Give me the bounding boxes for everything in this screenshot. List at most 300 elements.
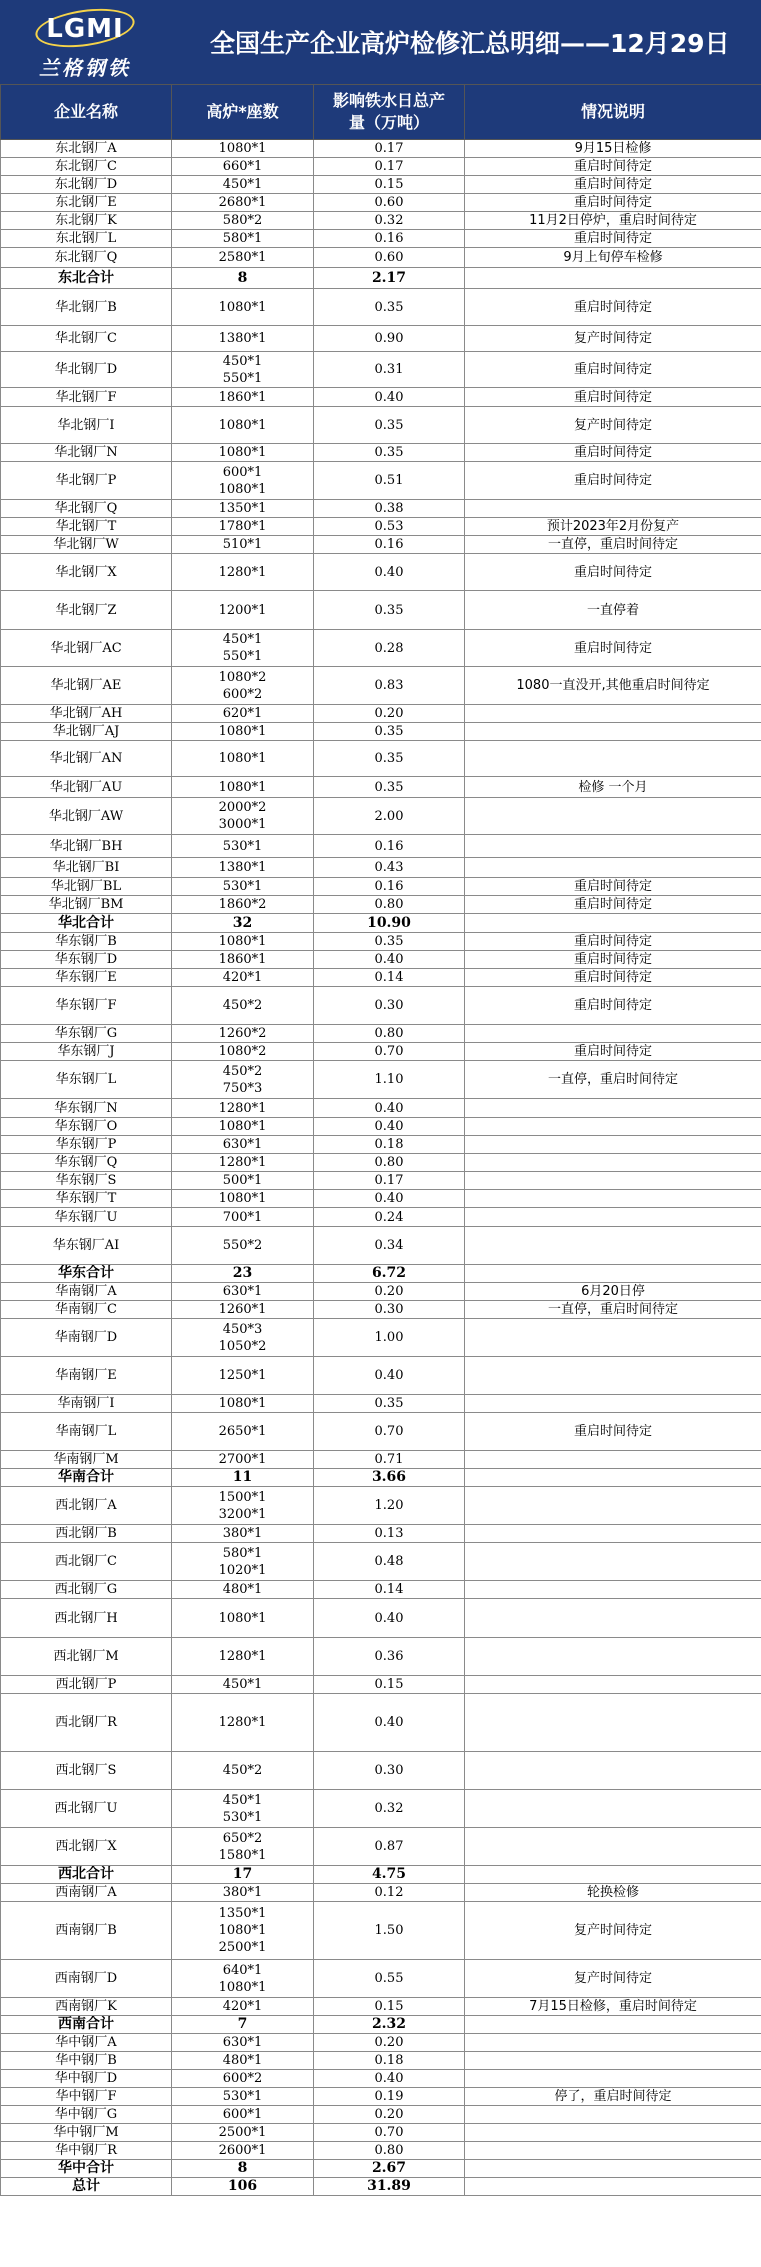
furnace-cell: 600*2: [172, 2070, 314, 2088]
table-row: [1, 212, 761, 230]
company-cell: 华北钢厂AW: [1, 798, 172, 835]
company-cell: 西南钢厂D: [1, 1960, 172, 1998]
furnace-cell: 1080*2 600*2: [172, 667, 314, 705]
table-row: [1, 2142, 761, 2160]
note-cell: 重启时间待定: [465, 444, 761, 462]
note-cell: [465, 798, 761, 835]
furnace-cell: 1080*1: [172, 1118, 314, 1136]
company-cell: 华北钢厂T: [1, 518, 172, 536]
table-row: [1, 1451, 761, 1469]
table-row: [1, 326, 761, 352]
furnace-cell: 1250*1: [172, 1357, 314, 1395]
note-cell: [465, 1154, 761, 1172]
note-cell: 重启时间待定: [465, 951, 761, 969]
company-cell: 西北钢厂A: [1, 1487, 172, 1525]
furnace-cell: 1080*1: [172, 741, 314, 777]
note-cell: [465, 1828, 761, 1866]
note-cell: [465, 2016, 761, 2034]
note-cell: [465, 1525, 761, 1543]
note-cell: [465, 1190, 761, 1208]
output-cell: 0.18: [314, 1136, 465, 1154]
output-cell: 0.40: [314, 1099, 465, 1118]
column-header-furnace: 高炉*座数: [172, 85, 314, 140]
output-cell: 0.35: [314, 289, 465, 326]
furnace-cell: 1280*1: [172, 1154, 314, 1172]
note-cell: 轮换检修: [465, 1884, 761, 1902]
table-row: [1, 518, 761, 536]
note-cell: [465, 1469, 761, 1487]
note-cell: [465, 1599, 761, 1638]
furnace-cell: 480*1: [172, 2052, 314, 2070]
company-cell: 华北钢厂AE: [1, 667, 172, 705]
company-cell: 华东钢厂P: [1, 1136, 172, 1154]
header-row: [1, 85, 761, 140]
table-row: [1, 741, 761, 777]
note-cell: 一直停，重启时间待定: [465, 536, 761, 554]
company-cell: 西南钢厂A: [1, 1884, 172, 1902]
company-cell: 华东钢厂U: [1, 1208, 172, 1227]
note-cell: 重启时间待定: [465, 352, 761, 388]
note-cell: [465, 1208, 761, 1227]
output-cell: 0.80: [314, 2142, 465, 2160]
output-cell: 0.70: [314, 2124, 465, 2142]
table-row: [1, 230, 761, 248]
note-cell: 9月上旬停车检修: [465, 248, 761, 268]
company-cell: 东北钢厂A: [1, 140, 172, 158]
table-row: [1, 352, 761, 388]
company-cell: 华北钢厂BI: [1, 858, 172, 878]
table-row: [1, 194, 761, 212]
table-row: [1, 1599, 761, 1638]
company-cell: 华中钢厂G: [1, 2106, 172, 2124]
table-row: [1, 933, 761, 951]
table-row: [1, 554, 761, 591]
company-cell: 东北钢厂L: [1, 230, 172, 248]
furnace-cell: 7: [172, 2016, 314, 2034]
table-row: [1, 591, 761, 630]
furnace-cell: 1350*1 1080*1 2500*1: [172, 1902, 314, 1960]
note-cell: [465, 1451, 761, 1469]
report-title: 全国生产企业高炉检修汇总明细——12月29日: [210, 29, 730, 58]
furnace-cell: 1860*1: [172, 951, 314, 969]
table-row: [1, 858, 761, 878]
output-cell: 2.17: [314, 268, 465, 289]
output-cell: 0.30: [314, 1752, 465, 1790]
note-cell: [465, 1099, 761, 1118]
furnace-cell: 106: [172, 2178, 314, 2196]
subtotal-row: [1, 2178, 761, 2196]
note-cell: 重启时间待定: [465, 158, 761, 176]
company-cell: 华东钢厂Q: [1, 1154, 172, 1172]
table-row: [1, 835, 761, 858]
note-cell: [465, 1694, 761, 1752]
company-cell: 华南钢厂M: [1, 1451, 172, 1469]
furnace-cell: 450*3 1050*2: [172, 1319, 314, 1357]
furnace-cell: 1080*1: [172, 444, 314, 462]
note-cell: 9月15日检修: [465, 140, 761, 158]
table-row: [1, 667, 761, 705]
output-cell: 0.70: [314, 1413, 465, 1451]
table-row: [1, 969, 761, 987]
note-cell: [465, 2052, 761, 2070]
output-cell: 0.17: [314, 1172, 465, 1190]
note-cell: 重启时间待定: [465, 230, 761, 248]
subtotal-row: [1, 2160, 761, 2178]
output-cell: 31.89: [314, 2178, 465, 2196]
output-cell: 0.14: [314, 969, 465, 987]
table-row: [1, 2124, 761, 2142]
table-row: [1, 1790, 761, 1828]
note-cell: [465, 500, 761, 518]
note-cell: 1080一直没开,其他重启时间待定: [465, 667, 761, 705]
furnace-cell: 1280*1: [172, 554, 314, 591]
output-cell: 0.34: [314, 1227, 465, 1265]
output-cell: 0.70: [314, 1043, 465, 1061]
note-cell: 一直停，重启时间待定: [465, 1061, 761, 1099]
company-cell: 华东合计: [1, 1265, 172, 1283]
subtotal-row: [1, 1265, 761, 1283]
output-cell: 0.71: [314, 1451, 465, 1469]
output-cell: 0.35: [314, 407, 465, 444]
table-row: [1, 1902, 761, 1960]
output-cell: 0.14: [314, 1581, 465, 1599]
company-cell: 华中合计: [1, 2160, 172, 2178]
table-row: [1, 462, 761, 500]
furnace-cell: 1080*1: [172, 777, 314, 798]
furnace-cell: 1780*1: [172, 518, 314, 536]
output-cell: 0.80: [314, 896, 465, 914]
furnace-cell: 8: [172, 2160, 314, 2178]
company-cell: 华北钢厂AC: [1, 630, 172, 667]
furnace-cell: 450*1 530*1: [172, 1790, 314, 1828]
output-cell: 0.35: [314, 591, 465, 630]
note-cell: 重启时间待定: [465, 933, 761, 951]
furnace-cell: 1280*1: [172, 1638, 314, 1676]
output-cell: 0.83: [314, 667, 465, 705]
table-row: [1, 1357, 761, 1395]
output-cell: 0.15: [314, 176, 465, 194]
company-cell: 西南钢厂B: [1, 1902, 172, 1960]
furnace-cell: 450*1: [172, 176, 314, 194]
furnace-cell: 630*1: [172, 1283, 314, 1301]
output-cell: 0.12: [314, 1884, 465, 1902]
output-cell: 0.16: [314, 878, 465, 896]
company-cell: 西北钢厂M: [1, 1638, 172, 1676]
company-logo: [30, 8, 140, 78]
table-row: [1, 1884, 761, 1902]
table-row: [1, 1025, 761, 1043]
note-cell: 重启时间待定: [465, 969, 761, 987]
furnace-cell: 1080*1: [172, 289, 314, 326]
furnace-cell: 2580*1: [172, 248, 314, 268]
output-cell: 0.16: [314, 230, 465, 248]
note-cell: [465, 835, 761, 858]
furnace-cell: 380*1: [172, 1884, 314, 1902]
furnace-cell: 620*1: [172, 705, 314, 723]
company-cell: 华南钢厂I: [1, 1395, 172, 1413]
furnace-cell: 1260*1: [172, 1301, 314, 1319]
furnace-cell: 600*1: [172, 2106, 314, 2124]
furnace-cell: 420*1: [172, 1998, 314, 2016]
table-row: [1, 1694, 761, 1752]
note-cell: [465, 2124, 761, 2142]
table-row: [1, 1676, 761, 1694]
furnace-cell: 450*1 550*1: [172, 352, 314, 388]
furnace-cell: 32: [172, 914, 314, 933]
output-cell: 0.40: [314, 1190, 465, 1208]
company-cell: 西北钢厂B: [1, 1525, 172, 1543]
furnace-cell: 450*2: [172, 987, 314, 1025]
output-cell: 0.20: [314, 1283, 465, 1301]
table-row: [1, 388, 761, 407]
note-cell: 7月15日检修，重启时间待定: [465, 1998, 761, 2016]
column-header-note: 情况说明: [465, 85, 761, 140]
note-cell: 重启时间待定: [465, 1413, 761, 1451]
furnace-cell: 640*1 1080*1: [172, 1960, 314, 1998]
note-cell: [465, 1395, 761, 1413]
company-cell: 华东钢厂AI: [1, 1227, 172, 1265]
furnace-cell: 420*1: [172, 969, 314, 987]
output-cell: 0.55: [314, 1960, 465, 1998]
company-cell: 华中钢厂B: [1, 2052, 172, 2070]
table-row: [1, 723, 761, 741]
subtotal-row: [1, 1469, 761, 1487]
company-cell: 西南钢厂K: [1, 1998, 172, 2016]
table-row: [1, 1154, 761, 1172]
table-row: [1, 407, 761, 444]
furnace-cell: 1350*1: [172, 500, 314, 518]
note-cell: 复产时间待定: [465, 1960, 761, 1998]
note-cell: 停了，重启时间待定: [465, 2088, 761, 2106]
company-cell: 华北钢厂BL: [1, 878, 172, 896]
company-cell: 东北钢厂E: [1, 194, 172, 212]
furnace-cell: 450*2 750*3: [172, 1061, 314, 1099]
note-cell: [465, 914, 761, 933]
company-cell: 华中钢厂F: [1, 2088, 172, 2106]
output-cell: 0.20: [314, 2106, 465, 2124]
table-row: [1, 248, 761, 268]
furnace-cell: 1080*2: [172, 1043, 314, 1061]
note-cell: [465, 1487, 761, 1525]
output-cell: 0.35: [314, 723, 465, 741]
subtotal-row: [1, 268, 761, 289]
output-cell: 0.40: [314, 2070, 465, 2088]
note-cell: 重启时间待定: [465, 878, 761, 896]
note-cell: [465, 1752, 761, 1790]
note-cell: [465, 1118, 761, 1136]
table-row: [1, 2034, 761, 2052]
company-cell: 华东钢厂B: [1, 933, 172, 951]
output-cell: 0.51: [314, 462, 465, 500]
furnace-cell: 580*1: [172, 230, 314, 248]
report-header: [0, 0, 761, 84]
note-cell: 一直停，重启时间待定: [465, 1301, 761, 1319]
note-cell: [465, 858, 761, 878]
note-cell: 重启时间待定: [465, 388, 761, 407]
table-row: [1, 798, 761, 835]
furnace-cell: 530*1: [172, 835, 314, 858]
output-cell: 0.32: [314, 1790, 465, 1828]
note-cell: 重启时间待定: [465, 194, 761, 212]
note-cell: [465, 723, 761, 741]
output-cell: 0.19: [314, 2088, 465, 2106]
company-cell: 华北钢厂X: [1, 554, 172, 591]
output-cell: 0.16: [314, 536, 465, 554]
table-row: [1, 878, 761, 896]
company-cell: 西北合计: [1, 1866, 172, 1884]
table-row: [1, 1752, 761, 1790]
company-cell: 西北钢厂H: [1, 1599, 172, 1638]
company-cell: 华东钢厂N: [1, 1099, 172, 1118]
table-row: [1, 1043, 761, 1061]
output-cell: 1.00: [314, 1319, 465, 1357]
table-row: [1, 2070, 761, 2088]
output-cell: 0.87: [314, 1828, 465, 1866]
output-cell: 0.40: [314, 951, 465, 969]
column-header-output: 影响铁水日总产量（万吨）: [314, 85, 465, 140]
company-cell: 西北钢厂P: [1, 1676, 172, 1694]
output-cell: 0.43: [314, 858, 465, 878]
furnace-cell: 1080*1: [172, 1190, 314, 1208]
company-cell: 华北钢厂BH: [1, 835, 172, 858]
table-row: [1, 1581, 761, 1599]
company-cell: 华北钢厂P: [1, 462, 172, 500]
company-cell: 东北钢厂Q: [1, 248, 172, 268]
table-row: [1, 1998, 761, 2016]
company-cell: 华南钢厂C: [1, 1301, 172, 1319]
output-cell: 0.18: [314, 2052, 465, 2070]
furnace-cell: 450*1: [172, 1676, 314, 1694]
note-cell: [465, 1025, 761, 1043]
furnace-cell: 8: [172, 268, 314, 289]
furnace-cell: 510*1: [172, 536, 314, 554]
company-cell: 华南钢厂L: [1, 1413, 172, 1451]
company-cell: 东北合计: [1, 268, 172, 289]
note-cell: 复产时间待定: [465, 326, 761, 352]
note-cell: [465, 2106, 761, 2124]
company-cell: 西北钢厂R: [1, 1694, 172, 1752]
output-cell: 0.17: [314, 140, 465, 158]
note-cell: 重启时间待定: [465, 289, 761, 326]
table-row: [1, 1301, 761, 1319]
logo-chinese-name: 兰格钢铁: [39, 56, 131, 80]
output-cell: 0.60: [314, 248, 465, 268]
table-row: [1, 987, 761, 1025]
table-row: [1, 2088, 761, 2106]
table-row: [1, 1208, 761, 1227]
furnace-cell: 23: [172, 1265, 314, 1283]
table-row: [1, 1190, 761, 1208]
company-cell: 华南钢厂E: [1, 1357, 172, 1395]
column-header-company: 企业名称: [1, 85, 172, 140]
furnace-cell: 1500*1 3200*1: [172, 1487, 314, 1525]
table-row: [1, 500, 761, 518]
note-cell: [465, 2142, 761, 2160]
note-cell: [465, 1581, 761, 1599]
output-cell: 0.24: [314, 1208, 465, 1227]
company-cell: 西北钢厂C: [1, 1543, 172, 1581]
note-cell: [465, 1638, 761, 1676]
company-cell: 华北钢厂C: [1, 326, 172, 352]
company-cell: 西北钢厂S: [1, 1752, 172, 1790]
output-cell: 4.75: [314, 1866, 465, 1884]
table-row: [1, 1061, 761, 1099]
table-row: [1, 289, 761, 326]
company-cell: 华东钢厂F: [1, 987, 172, 1025]
table-row: [1, 1172, 761, 1190]
furnace-cell: 17: [172, 1866, 314, 1884]
table-row: [1, 1283, 761, 1301]
table-row: [1, 444, 761, 462]
output-cell: 0.90: [314, 326, 465, 352]
note-cell: [465, 2070, 761, 2088]
furnace-cell: 1380*1: [172, 858, 314, 878]
table-row: [1, 1395, 761, 1413]
table-row: [1, 951, 761, 969]
note-cell: [465, 2160, 761, 2178]
note-cell: 重启时间待定: [465, 554, 761, 591]
table-row: [1, 1099, 761, 1118]
note-cell: [465, 1357, 761, 1395]
note-cell: 复产时间待定: [465, 407, 761, 444]
table-body: [1, 140, 761, 2196]
table-row: [1, 777, 761, 798]
company-cell: 华南钢厂A: [1, 1283, 172, 1301]
note-cell: 6月20日停: [465, 1283, 761, 1301]
company-cell: 华南钢厂D: [1, 1319, 172, 1357]
table-row: [1, 1487, 761, 1525]
table-row: [1, 1525, 761, 1543]
company-cell: 华北钢厂AN: [1, 741, 172, 777]
furnace-cell: 650*2 1580*1: [172, 1828, 314, 1866]
output-cell: 0.35: [314, 1395, 465, 1413]
company-cell: 西北钢厂X: [1, 1828, 172, 1866]
company-cell: 东北钢厂D: [1, 176, 172, 194]
output-cell: 0.30: [314, 1301, 465, 1319]
note-cell: [465, 2034, 761, 2052]
company-cell: 华中钢厂D: [1, 2070, 172, 2088]
furnace-cell: 1860*1: [172, 388, 314, 407]
table-header: [1, 85, 761, 140]
company-cell: 东北钢厂C: [1, 158, 172, 176]
furnace-cell: 1860*2: [172, 896, 314, 914]
note-cell: [465, 705, 761, 723]
note-cell: 重启时间待定: [465, 1043, 761, 1061]
company-cell: 华北钢厂AJ: [1, 723, 172, 741]
furnace-cell: 660*1: [172, 158, 314, 176]
output-cell: 3.66: [314, 1469, 465, 1487]
furnace-cell: 450*2: [172, 1752, 314, 1790]
note-cell: 重启时间待定: [465, 176, 761, 194]
output-cell: 1.20: [314, 1487, 465, 1525]
furnace-cell: 700*1: [172, 1208, 314, 1227]
furnace-cell: 580*1 1020*1: [172, 1543, 314, 1581]
company-cell: 西南合计: [1, 2016, 172, 2034]
note-cell: [465, 268, 761, 289]
note-cell: 重启时间待定: [465, 630, 761, 667]
company-cell: 华中钢厂R: [1, 2142, 172, 2160]
table-row: [1, 1960, 761, 1998]
company-cell: 华东钢厂L: [1, 1061, 172, 1099]
output-cell: 0.40: [314, 1599, 465, 1638]
company-cell: 华北钢厂D: [1, 352, 172, 388]
output-cell: 1.10: [314, 1061, 465, 1099]
note-cell: 复产时间待定: [465, 1902, 761, 1960]
furnace-cell: 630*1: [172, 2034, 314, 2052]
furnace-cell: 2650*1: [172, 1413, 314, 1451]
furnace-cell: 1080*1: [172, 933, 314, 951]
output-cell: 0.35: [314, 933, 465, 951]
